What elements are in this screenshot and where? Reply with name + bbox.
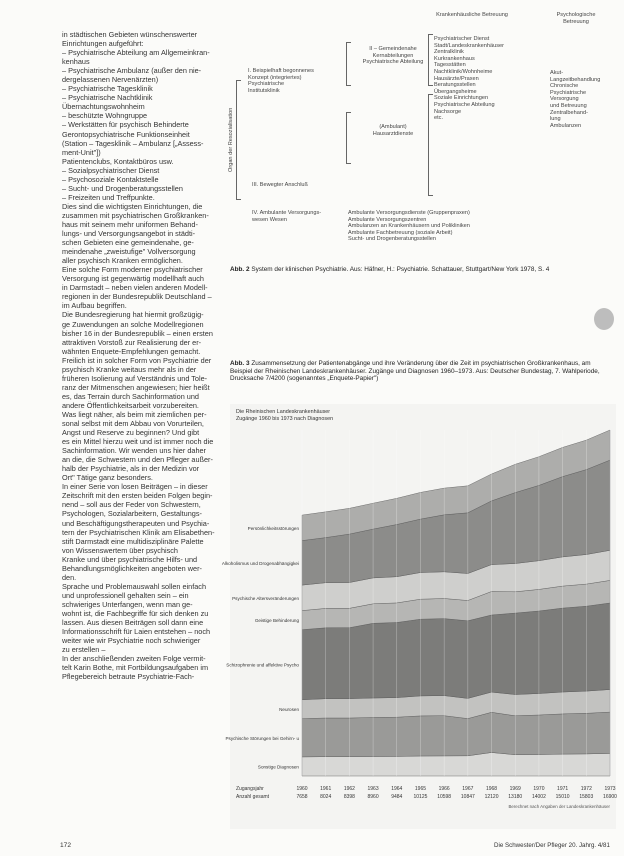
body-text-line: in Darmstadt – neben vielen anderen Modell- <box>62 283 208 293</box>
stacked-area-chart <box>221 404 617 829</box>
section-2: II – Gemeindenahe Kernabteilungen Psychiatrische Abteilung <box>362 46 424 66</box>
total-label: 10847 <box>460 794 475 800</box>
body-text-line: Gerontopsychiatrische Funktionseinheit <box>62 129 190 139</box>
body-text-line: Einrichtungen aufgeführt: <box>62 39 144 49</box>
total-label: 8024 <box>320 794 332 800</box>
figure-2-diagram <box>228 12 616 247</box>
body-text-line: wähnten Enquete-Empfehlungen gemacht. <box>62 346 201 356</box>
body-text-line: – Psychiatrische Nachtklinik <box>62 93 153 103</box>
header-left: Krankenhäusliche Betreuung <box>436 12 508 18</box>
body-text-line: an die, die Schwestern und den Pfleger außer- <box>62 455 213 465</box>
diagram-right-list <box>550 70 614 129</box>
margin-mark <box>594 308 614 330</box>
series-area <box>302 712 610 757</box>
body-text-line: – Psychiatrische Tagesklinik <box>62 84 153 94</box>
body-text-line: Versorgung ist gegenwärtig modellhaft auch <box>62 274 204 284</box>
body-text-line: attraktiven Vorstoß zur Realisierung der er- <box>62 337 202 347</box>
x-tick-label: 1973 <box>604 786 616 792</box>
bracket-2 <box>346 42 351 86</box>
body-text-line: zusammen mit psychiatrischen Großkranken- <box>62 210 209 220</box>
x-tick-label: 1971 <box>557 786 569 792</box>
body-text-line: stift Darmstadt eine multidisziplinäre Palette <box>62 536 204 546</box>
diagram-entry: Akut- <box>550 70 564 76</box>
body-text-line: Kranke und über psychiatrische Hilfs- und <box>62 554 198 564</box>
body-text-line: bisher 16 in der Bundesrepublik – einen ersten <box>62 328 213 338</box>
x-tick-label: 1966 <box>438 786 450 792</box>
series-label: Schizophrenie und affektive Psycho <box>226 662 299 668</box>
series-label: Alkoholismus und Drogenabhängigkei <box>221 560 299 566</box>
body-text-line: und Beschäftigungstherapeuten und Psychia- <box>62 518 210 528</box>
body-text-line: sonal selbst mit dem Abbau von Vorurteilen, <box>62 419 204 429</box>
body-text-line: In der anschließenden zweiten Folge vermit- <box>62 654 206 664</box>
body-text-line: wohnt ist, die Fachbegriffe für sich denken zu <box>62 609 209 618</box>
journal-footer: Die Schwester/Der Pfleger 20. Jahrg. 4/81 <box>494 842 610 849</box>
figure-3-chart <box>221 404 617 829</box>
body-text-line: Sprache und Problemauswahl sollen einfach <box>62 581 206 591</box>
diagram-axis-label: Organ der Resozialisation <box>228 107 234 172</box>
body-text-line: – Psychosoziale Kontaktstelle <box>62 174 159 184</box>
x-tick-label: 1968 <box>485 786 498 792</box>
axis-bracket <box>236 80 241 200</box>
section-4: IV. Ambulante Versorgungs- wesen Wesen <box>252 210 322 223</box>
diagram-middle-list <box>434 36 542 122</box>
body-text-line: aller psychisch Kranken ermöglichen. <box>62 256 183 266</box>
row-label-total: Anzahl gesamt <box>236 794 270 800</box>
diagram-entry: Psychiatrischer Dienst <box>434 36 490 42</box>
body-text-line: Patientenclubs, Kontaktbüros usw. <box>62 156 174 166</box>
body-text-line: Freilich ist in solcher Form von Psychiatrie der <box>62 355 212 365</box>
body-text-line: schwieriges Unterfangen, wenn man ge- <box>62 599 193 609</box>
diagram-entry: Zentralklinik <box>434 49 464 56</box>
body-text-line: Behandlungsmöglichkeiten angeboten wer- <box>62 563 202 573</box>
series-label: Persönlichkeitsstörungen <box>247 525 299 531</box>
total-label: 15010 <box>555 794 570 800</box>
diagram-entry: und Betreuung <box>550 102 587 109</box>
series-label: Psychische Altersveränderungen <box>232 595 299 601</box>
body-text-line: Informationsschrift für Laien entstehen – noch <box>62 627 211 637</box>
total-label: 8960 <box>367 794 379 800</box>
body-text-line: – beschützte Wohngruppe <box>62 111 148 121</box>
diagram-bottom-list <box>348 210 548 243</box>
body-text-line: kenhaus <box>62 57 90 67</box>
figure-3-caption-text: Zusammensetzung der Patientenabgänge und ihre Veränderung über die Zeit im psychiatrischen Großkrankenhaus, am Beispiel der Rheinischen Landeskrankenhäuser. Zugänge und Diagnosen 1960–1973. Aus: Deutscher Bundestag, 7. Wahlperiode, Drucksache 7/4200 (sogenanntes „Enquete-Papier") <box>230 360 600 383</box>
diagram-entry: Zentralbehand- <box>550 109 588 116</box>
body-text-line: lungs- und Versorgungsangebot in städti- <box>62 229 196 239</box>
body-text-line: und unprofessionell gehalten sein – ein <box>62 590 189 600</box>
body-text-line: In einer Serie von losen Beiträgen – in dieser <box>62 482 208 492</box>
body-text-line: schen Gebieten eine gemeindenahe, ge- <box>62 238 194 248</box>
x-tick-label: 1963 <box>367 786 379 792</box>
figure-2-caption <box>230 266 614 274</box>
row-label-years: Zugangsjahr <box>236 786 264 792</box>
diagram-entry: Chronische <box>550 83 579 90</box>
bracket-5 <box>428 94 433 196</box>
body-text-line: – Sozialpsychiatrischer Dienst <box>62 165 160 175</box>
diagram-entry: Übergangsheime <box>434 88 477 95</box>
chart-title-line-1: Die Rheinischen Landeskrankenhäuser <box>236 409 331 415</box>
total-label: 14002 <box>531 794 546 800</box>
x-tick-label: 1962 <box>343 786 355 792</box>
body-text-line: haus mit seinem mehr uniformen Behand- <box>62 219 198 229</box>
body-text-line: dergelassenen Nervenärzten) <box>62 75 159 85</box>
body-text-line: halb der Psychiatrie, als in der Medizin vor <box>62 464 200 474</box>
diagram-entry: Beratungsstellen <box>434 82 476 89</box>
diagram-entry: Psychiatrische Abteilung <box>434 101 495 108</box>
body-text-line: im Aufbau begriffen. <box>62 301 127 311</box>
total-label: 10598 <box>437 794 452 800</box>
x-tick-label: 1961 <box>320 786 332 792</box>
x-tick-label: 1964 <box>391 786 403 792</box>
x-tick-label: 1972 <box>580 786 592 792</box>
x-tick-label: 1970 <box>533 786 545 792</box>
bracket-3 <box>346 112 351 164</box>
body-text-line: es ein Mittel hierzu weit und ist immer noch die <box>62 437 214 447</box>
body-text-line: tern der Psychiatrischen Klinik am Elisabethen- <box>62 527 215 537</box>
body-text-line: meindenahe „zweistufige" Vollversorgung <box>62 247 196 257</box>
section-ambulant: (Ambulant) Hausarztdienste <box>372 124 414 137</box>
body-text-line: Pflegebereich betraute Psychiatrie-Fach- <box>62 672 195 682</box>
body-text-line: – Sucht- und Drogenberatungsstellen <box>62 183 183 193</box>
body-text-line: Die Bundesregierung hat hiermit großzügig- <box>62 310 204 320</box>
figure-2-caption-text: System der klinischen Psychiatrie. Aus: Häfner, H.: Psychiatrie. Schattauer, Stuttgart/New York 1978, S. 4 <box>251 266 550 273</box>
total-label: 15803 <box>579 794 594 800</box>
diagram-entry: Ambulante Versorgungsdienste (Gruppenpraxen) <box>348 210 470 216</box>
diagram-entry: Nachsorge <box>434 108 462 115</box>
source-note: Berechnet nach Angaben der Landeskrankenhäuser <box>508 804 610 809</box>
diagram-entry: Stadt/Landeskrankenhäuser <box>434 42 504 49</box>
diagram-entry: Hausärzte/Praxen <box>434 75 479 82</box>
body-text-line: Angst und Reserve zu beginnen? Und gibt <box>62 428 200 438</box>
total-label: 9484 <box>391 794 403 800</box>
diagram-entry: Sucht- und Drogenberatungsstellen <box>348 236 437 243</box>
figure-3-caption <box>230 360 614 383</box>
diagram-entry: Soziale Einrichtungen <box>434 95 489 102</box>
total-label: 10125 <box>413 794 428 800</box>
body-text-line: weiter wie wir Psychiatrie noch schwieriger <box>62 636 201 646</box>
figure-3-label: Abb. 3 <box>230 360 250 367</box>
body-text-line: Ort" Tätige ganz besonders. <box>62 473 153 483</box>
total-label: 12120 <box>484 794 499 800</box>
body-text-line: Dies sind die wichtigsten Einrichtungen, die <box>62 201 203 211</box>
series-label: Sonstige Diagnosen <box>257 764 299 770</box>
series-label: Neurosen <box>279 707 299 713</box>
body-text-line: psychisch Kranke weitaus mehr als in der <box>62 364 197 374</box>
diagram-entry: Psychiatrische <box>550 89 587 96</box>
body-text-line: lassen. Aus diesen Beiträgen soll dann eine <box>62 618 204 628</box>
x-tick-label: 1969 <box>509 786 521 792</box>
body-text-line: nend – soll aus der Feder von Schwestern, <box>62 500 201 510</box>
body-text-line: – Werkstätten für psychisch Behinderte <box>62 120 189 130</box>
diagram-entry: Kurkrankenhaus <box>434 55 475 62</box>
page-number: 172 <box>60 842 72 849</box>
header-right: Psychologische Betreuung <box>556 12 596 25</box>
total-label: 8398 <box>343 794 355 800</box>
body-text-line: – Psychiatrische Ambulanz (außer den nie- <box>62 66 202 76</box>
chart-title-line-2: Zugänge 1960 bis 1973 nach Diagnosen <box>236 416 334 422</box>
diagram-entry: Langzeitbehandlung <box>550 76 601 83</box>
body-text-line: den. <box>62 572 77 582</box>
body-text-line: ge Zuwendungen an solche Modellregionen <box>62 319 204 329</box>
series-label: Psychische Störungen bei Gehirn- u <box>225 735 299 741</box>
body-text-line: von Wissenswertem über psychisch <box>62 545 178 555</box>
section-3: III. Bewegter Anschluß <box>252 182 308 188</box>
body-text-line: es, das Terrain durch Sachinformation und <box>62 391 199 401</box>
total-label: 13180 <box>508 794 523 800</box>
body-text-line: andere Öffentlichkeitsarbeit vorzubereiten. <box>62 400 199 410</box>
body-text-line: telt Karin Bothe, mit Fortbildungsaufgaben im <box>62 663 209 673</box>
body-text-line: Sachinformation. Wir wenden uns hier daher <box>62 446 206 456</box>
body-text-line: früheren Isolierung auf Verständnis und Tole- <box>62 373 208 383</box>
body-text-line: zu erstellen – <box>62 645 106 655</box>
x-tick-label: 1967 <box>462 786 474 792</box>
body-text-line: Zeitschrift mit den ersten beiden Folgen begin- <box>62 491 213 501</box>
body-text-line: Psychologen, Sozialarbeitern, Gestaltungs- <box>62 509 202 519</box>
diagram-entry: Ambulante Fachbetreuung (soziale Arbeit) <box>348 229 453 236</box>
body-text-line: ment-Unit"]) <box>62 147 101 157</box>
body-text-line: (Station – Tagesklinik – Ambulanz [„Assess- <box>62 138 204 148</box>
body-text-line: ranz der Mitmenschen angewiesen; hier heißt <box>62 382 210 392</box>
total-label: 7658 <box>296 794 308 800</box>
figure-2-label: Abb. 2 <box>230 266 250 273</box>
diagram-entry: Versorgung <box>550 96 579 103</box>
bracket-4 <box>428 34 433 86</box>
diagram-entry: etc. <box>434 115 444 122</box>
diagram-entry: Ambulanzen an Krankenhäusern und Polikliniken <box>348 223 470 230</box>
body-text-line: Eine solche Form moderner psychiatrischer <box>62 265 203 275</box>
series-label: Geistige Behinderung <box>254 618 299 624</box>
body-text-line: regionen in der Bundesrepublik Deutschland – <box>62 292 212 302</box>
diagram-entry: Ambulante Versorgungszentren <box>348 216 427 223</box>
body-text-line: – Freizeiten und Treffpunkte. <box>62 192 155 202</box>
body-text-line: in städtischen Gebieten wünschenswerter <box>62 30 198 39</box>
diagram-entry: Nachtklinik/Wohnheime <box>434 68 493 75</box>
x-tick-label: 1965 <box>414 786 427 792</box>
x-tick-label: 1960 <box>296 786 308 792</box>
diagram-entry: Ambulanzen <box>550 122 582 129</box>
total-label: 16900 <box>603 794 617 800</box>
body-text-line: Was liegt näher, als beim mit ziemlichen per- <box>62 409 207 419</box>
diagram-entry: Tagesstätten <box>434 62 466 69</box>
body-text-line: Übernachtungswohnheim <box>62 102 145 112</box>
section-1: I. Beispielhaft begonnenes Konzept (integriertes) Psychiatrische Institutsklinik <box>248 68 314 94</box>
diagram-entry: lung <box>550 116 561 123</box>
body-text-line: – Psychiatrische Abteilung am Allgemeinkran- <box>62 48 210 58</box>
